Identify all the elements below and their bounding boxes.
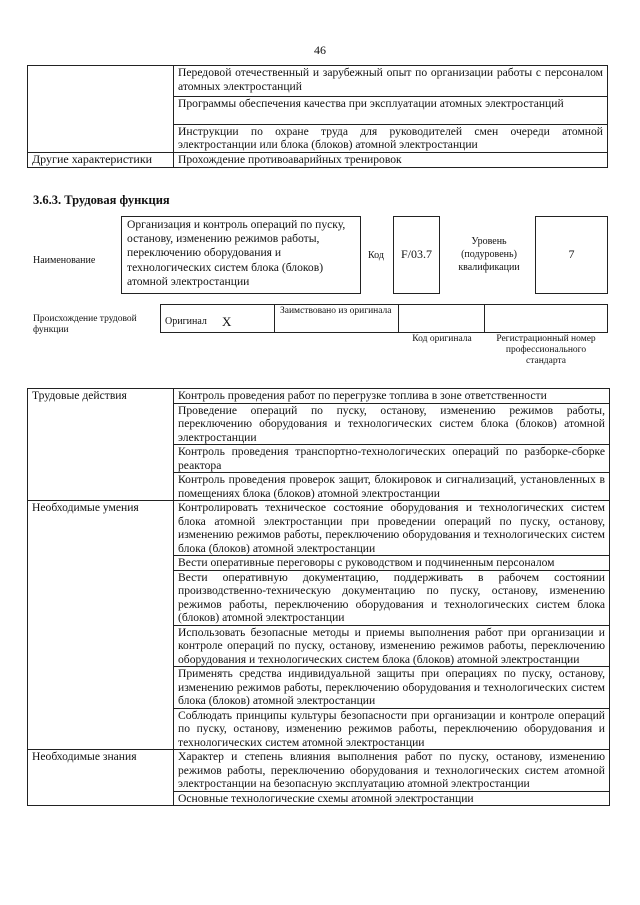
row-label [28,66,174,97]
list-item: Основные технологические схемы атомной электростанции [174,791,610,806]
group-label: Необходимые знания [28,750,174,806]
group-label: Трудовые действия [28,389,174,501]
list-item: Характер и степень влияния выполнения работ по пуску, останову, изменению режимов работы, переключению оборудования и технологических систем атомной электростанции на безопасную эксплуатацию атомной электростанции [174,750,610,792]
page-number: 46 [314,43,326,57]
row-text: Передовой отечественный и зарубежный опыт по организации работы с персоналом атомных электростанций [174,66,608,97]
name-label: Наименование [33,255,96,266]
list-item: Контроль проведения проверок защит, блокировок и сигнализаций, установленных в помещениях блока (блоков) атомной электростанции [174,473,610,501]
list-item: Вести оперативную документацию, поддерживать в рабочем состоянии производственно-техническую документацию по пуску, останову, изменению режимов работы, переключению оборудования и технологических систем блока (блоков) атомной электростанции [174,570,610,625]
list-item: Соблюдать принципы культуры безопасности при организации и контроле операций по пуску, останову, изменению режимов работы, переключению оборудования и технологических систем атомной электростанции [174,708,610,750]
original-mark: X [222,314,232,329]
code-original-label: Код оригинала [412,334,472,344]
code-label: Код [368,250,384,261]
table-row [28,750,610,792]
row-label: Другие характеристики [28,153,174,168]
level-label: Уровень (подуровень) квалификации [458,236,520,273]
table-row [28,66,608,97]
row-label [28,124,174,153]
borrowed-label: Заимствовано из оригинала [280,306,392,316]
list-item: Контролировать техническое состояние оборудования и технологических систем блока атомной электростанции при проведении операций по пуску, останову, изменению режимов работы, переключению оборудования и технологических систем блока (блоков) атомной электростанции [174,501,610,556]
row-text: Прохождение противоаварийных тренировок [174,153,608,168]
section-title: 3.6.3. Трудовая функция [33,193,170,207]
row-label [28,96,174,124]
table-row [28,153,608,168]
table-row [28,501,610,556]
divider [274,304,275,333]
list-item: Контроль проведения транспортно-технологических операций по разборке-сборке реактора [174,445,610,473]
function-name-box: Организация и контроль операций по пуску, останову, изменению режимов работы, переключению оборудования и технологических систем блока (блоков) атомной электростанции [121,216,361,294]
reg-number-label: Регистрационный номер профессионального стандарта [496,334,596,366]
main-table [27,388,610,806]
row-text: Инструкции по охране труда для руководителей смен очереди атомной электростанции или блока (блоков) атомной электростанции [174,124,608,153]
code-value-box: F/03.7 [393,216,440,294]
table-row [28,389,610,404]
original-label: Оригинал [165,316,207,327]
row-text: Программы обеспечения качества при эксплуатации атомных электростанций [174,96,608,124]
top-table [27,65,608,168]
list-item: Применять средства индивидуальной защиты при операциях по пуску, останову, изменению режимов работы, переключению оборудования и технологических систем блока (блоков) атомной электростанции [174,667,610,709]
table-row [28,124,608,153]
list-item: Вести оперативные переговоры с руководством и подчиненным персоналом [174,556,610,571]
list-item: Использовать безопасные методы и приемы выполнения работ при организации и контроле операций по пуску, останову, изменению режимов работы, переключению оборудования и технологических систем блока (блоков) атомной электростанции [174,625,610,667]
group-label: Необходимые умения [28,501,174,750]
origin-label: Происхождение трудовой функции [33,314,137,335]
table-row [28,96,608,124]
divider [484,304,485,333]
level-value-box: 7 [535,216,608,294]
divider [398,304,399,333]
list-item: Контроль проведения работ по перегрузке топлива в зоне ответственности [174,389,610,404]
list-item: Проведение операций по пуску, останову, изменению режимов работы, переключению оборудования и технологических систем блока (блоков) атомной электростанции [174,403,610,445]
